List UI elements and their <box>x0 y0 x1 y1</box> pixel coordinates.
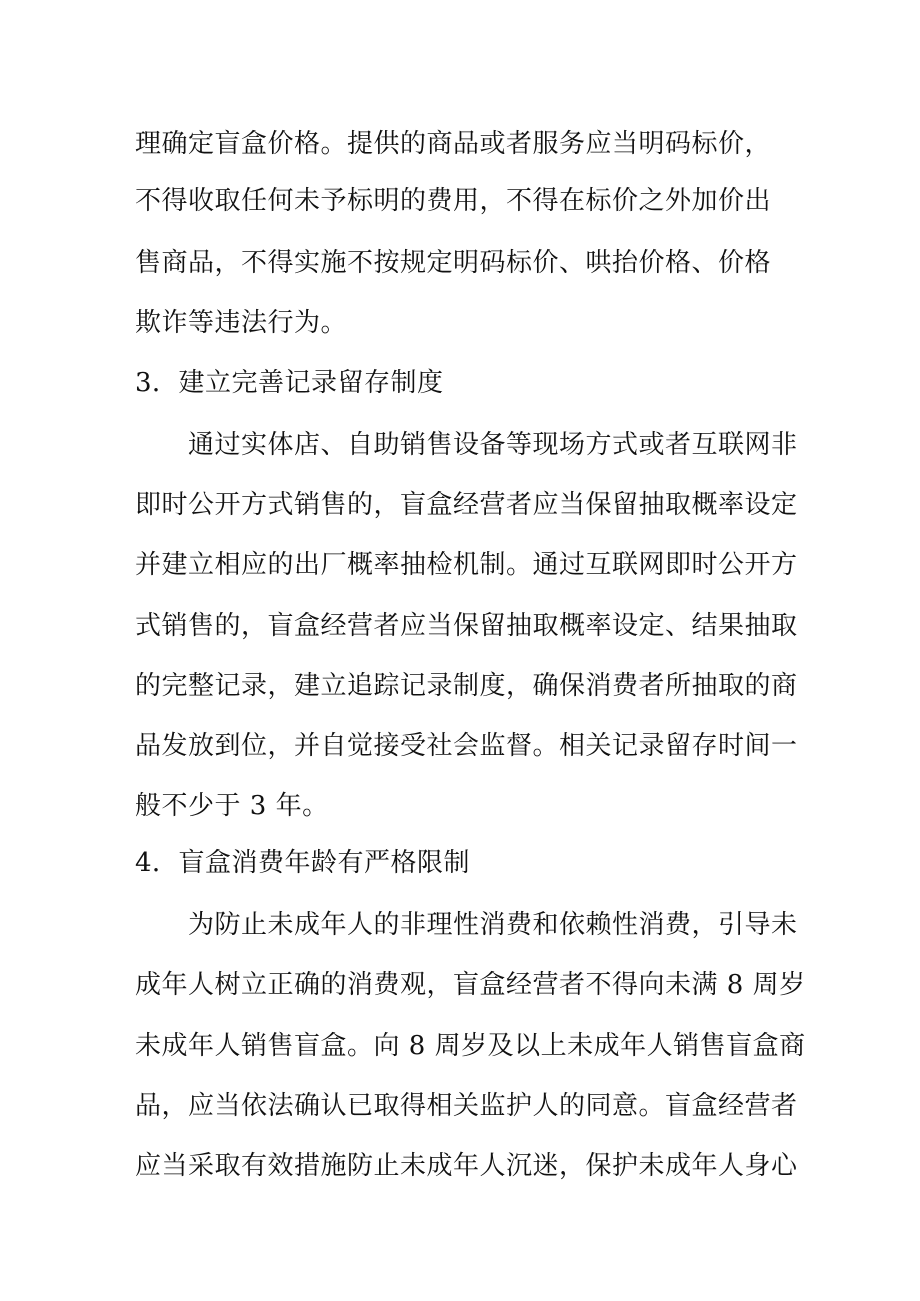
section-heading: 3．建立完善记录留存制度 <box>135 368 444 398</box>
text-line: 成年人树立正确的消费观，盲盒经营者不得向未满 8 周岁 <box>135 970 806 1000</box>
text-line: 并建立相应的出厂概率抽检机制。通过互联网即时公开方 <box>135 550 798 580</box>
text-line: 般不少于 3 年。 <box>135 791 329 821</box>
text-line: 通过实体店、自助销售设备等现场方式或者互联网非 <box>135 430 798 460</box>
section-heading: 4．盲盒消费年龄有严格限制 <box>135 848 471 878</box>
text-line: 式销售的，盲盒经营者应当保留抽取概率设定、结果抽取 <box>135 611 798 641</box>
text-line: 品，应当依法确认已取得相关监护人的同意。盲盒经营者 <box>135 1091 798 1121</box>
text-line: 理确定盲盒价格。提供的商品或者服务应当明码标价， <box>135 129 772 159</box>
text-line: 即时公开方式销售的，盲盒经营者应当保留抽取概率设定 <box>135 490 798 520</box>
text-line: 应当采取有效措施防止未成年人沉迷，保护未成年人身心 <box>135 1151 798 1181</box>
text-line: 欺诈等违法行为。 <box>135 308 348 338</box>
text-line: 未成年人销售盲盒。向 8 周岁及以上未成年人销售盲盒商 <box>135 1031 806 1061</box>
text-line: 的完整记录，建立追踪记录制度，确保消费者所抽取的商 <box>135 671 798 701</box>
text-line: 为防止未成年人的非理性消费和依赖性消费，引导未 <box>135 910 798 940</box>
text-line: 品发放到位，并自觉接受社会监督。相关记录留存时间一 <box>135 731 798 761</box>
text-line: 售商品，不得实施不按规定明码标价、哄抬价格、价格 <box>135 248 772 278</box>
text-line: 不得收取任何未予标明的费用，不得在标价之外加价出 <box>135 186 772 216</box>
